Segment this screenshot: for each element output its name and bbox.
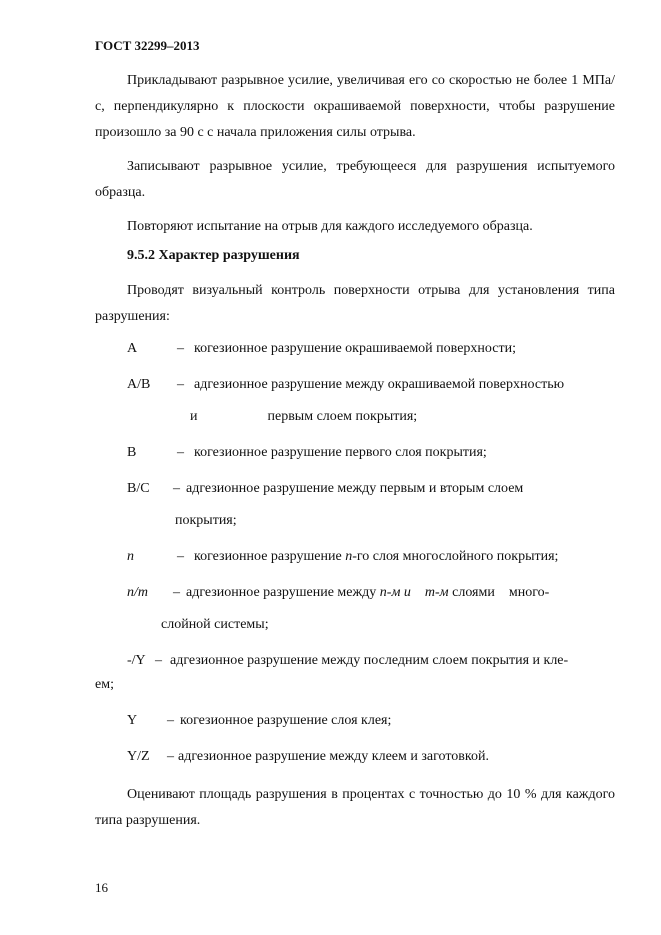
failure-description: адгезионное разрушение между последним слоем покрытия и кле-	[170, 653, 569, 668]
failure-description-continued: ем;	[95, 677, 114, 692]
list-item	[127, 582, 615, 604]
paragraph-force: Прикладывают разрывное усилие, увеличивая его со скоростью не более 1 МПа/с, перпендикулярно к плоскости окрашиваемой поверхности, чтобы разрушение произошло за 90 с с начала приложения силы отрыва.	[95, 73, 615, 140]
dash: –	[177, 341, 184, 356]
text-part-italic: n	[345, 549, 353, 564]
failure-code: Y/Z	[127, 749, 150, 764]
dash: –	[177, 377, 184, 392]
paragraph-record: Записывают разрывное усилие, требующееся для разрушения испытуемого образца.	[95, 159, 615, 200]
text-part: -го слоя многослойного покрытия;	[352, 549, 559, 564]
dash: –	[173, 585, 180, 600]
text-part: когезионное разрушение	[194, 549, 346, 564]
list-item	[127, 374, 615, 396]
list-item	[127, 546, 615, 568]
dash: –	[155, 653, 162, 668]
paragraph-repeat: Повторяют испытание на отрыв для каждого исследуемого образца.	[127, 219, 533, 234]
failure-description: когезионное разрушение первого слоя покрытия;	[194, 445, 487, 460]
failure-description-continued: и первым слоем покрытия;	[190, 409, 418, 424]
list-item	[127, 650, 615, 672]
text-part: адгезионное разрушение между	[186, 585, 380, 600]
failure-code: -/Y	[127, 653, 146, 668]
failure-code: n/m	[127, 585, 148, 600]
failure-description-continued: слойной системы;	[161, 617, 269, 632]
failure-description: адгезионное разрушение между клеем и заготовкой.	[178, 749, 489, 764]
failure-description: адгезионное разрушение между первым и вторым слоем	[186, 481, 524, 496]
paragraph-visual-control: Проводят визуальный контроль поверхности отрыва для установления типа разрушения:	[95, 283, 615, 324]
failure-description: когезионное разрушение слоя клея;	[180, 713, 392, 728]
failure-description	[194, 546, 615, 568]
failure-code: B/C	[127, 481, 150, 496]
list-item	[127, 442, 615, 464]
list-item	[127, 338, 615, 360]
failure-description: адгезионное разрушение между окрашиваемой поверхностью	[194, 377, 565, 392]
section-heading: 9.5.2 Характер разрушения	[127, 248, 300, 263]
dash: –	[167, 713, 174, 728]
failure-description-continued: покрытия;	[175, 513, 237, 528]
failure-code: Y	[127, 713, 138, 728]
failure-code: A/B	[127, 377, 151, 392]
dash: –	[177, 549, 184, 564]
text-part: слоями много-	[448, 585, 550, 600]
failure-description: когезионное разрушение окрашиваемой поверхности;	[194, 341, 516, 356]
page-content	[95, 68, 615, 842]
text-part-italic: n-м и	[379, 585, 411, 600]
dash: –	[167, 749, 174, 764]
list-item	[127, 746, 615, 768]
failure-description	[186, 582, 615, 604]
standard-header: ГОСТ 32299–2013	[95, 38, 200, 53]
list-item	[127, 710, 615, 732]
failure-code: n	[127, 549, 134, 564]
list-item	[127, 478, 615, 500]
page-number: 16	[95, 880, 108, 895]
failure-code: A	[127, 341, 138, 356]
paragraph-estimate: Оценивают площадь разрушения в процентах с точностью до 10 % для каждого типа разрушения.	[95, 787, 615, 828]
dash: –	[177, 445, 184, 460]
dash: –	[173, 481, 180, 496]
failure-code: B	[127, 445, 137, 460]
text-part-italic: m-м	[424, 585, 449, 600]
